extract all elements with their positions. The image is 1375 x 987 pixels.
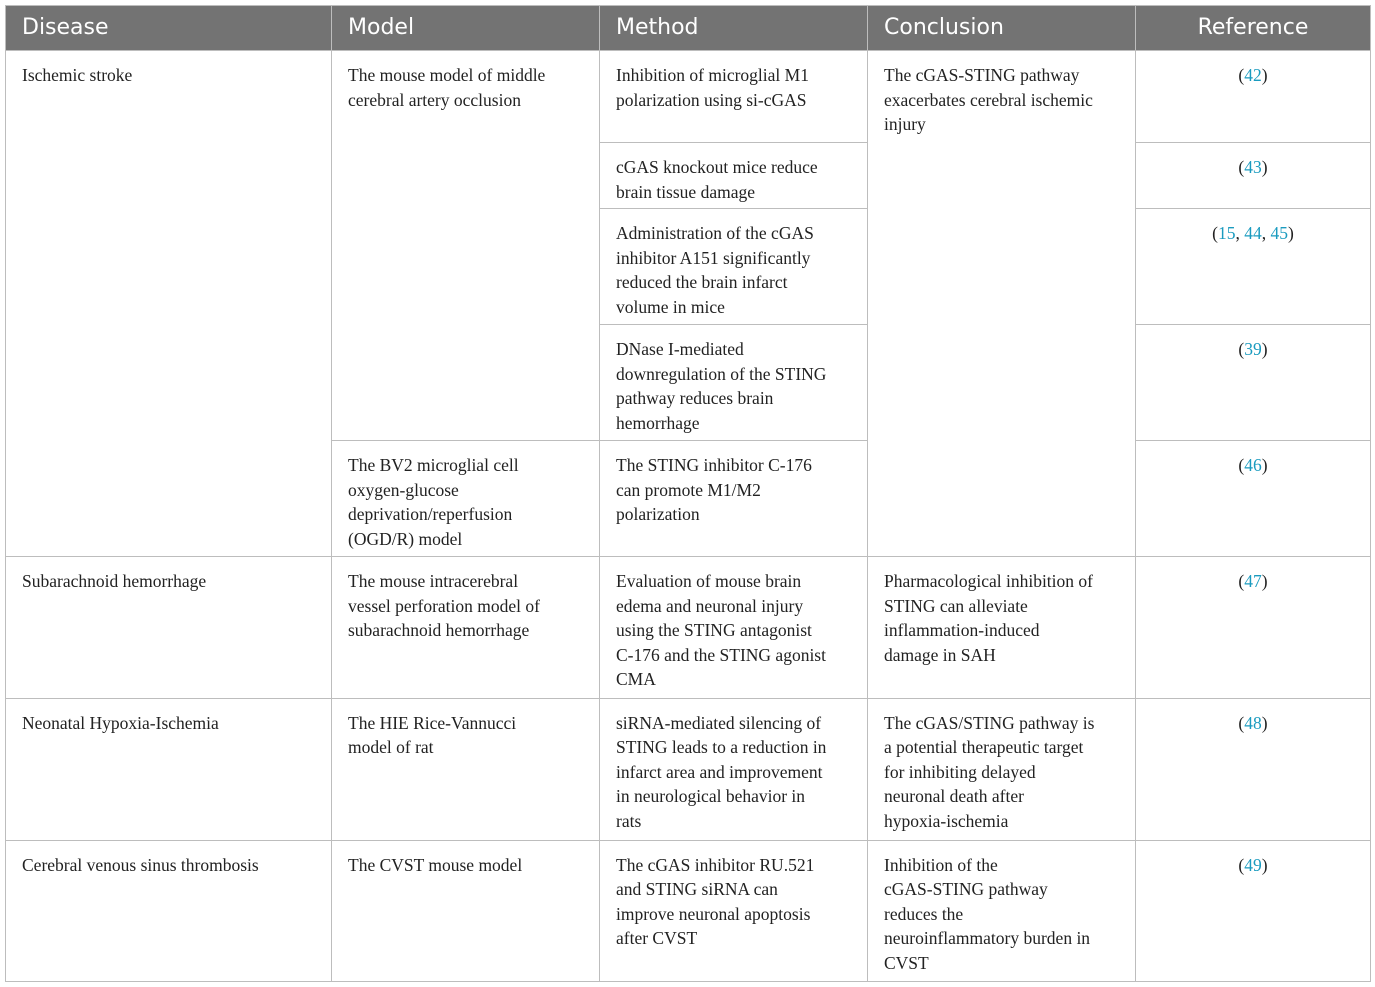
cell-method: siRNA-mediated silencing of STING leads to a reduction in infarct area and improvement in neurological behavior in rats <box>600 698 868 840</box>
table-row <box>6 51 1371 143</box>
header-method: Method <box>600 6 868 51</box>
cell-model: The mouse model of middle cerebral artery occlusion <box>332 51 600 441</box>
cell-conclusion: Pharmacological inhibition of STING can alleviate inflammation-induced damage in SAH <box>868 557 1136 698</box>
cell-model: The BV2 microglial cell oxygen-glucose deprivation/reperfusion (OGD/R) model <box>332 441 600 557</box>
cell-reference: (49) <box>1136 840 1371 981</box>
cell-method: Administration of the cGAS inhibitor A151 significantly reduced the brain infarct volume in mice <box>600 209 868 325</box>
reference-link[interactable]: 15 <box>1218 223 1236 244</box>
reference-link[interactable]: 49 <box>1244 854 1262 875</box>
reference-link[interactable]: 48 <box>1244 712 1262 733</box>
cell-method: Evaluation of mouse brain edema and neuronal injury using the STING antagonist C-176 and the STING agonist CMA <box>600 557 868 698</box>
reference-link[interactable]: 45 <box>1270 223 1288 244</box>
cell-method: DNase I-mediated downregulation of the STING pathway reduces brain hemorrhage <box>600 325 868 441</box>
cell-reference: (48) <box>1136 698 1371 840</box>
summary-table <box>5 5 1371 982</box>
cell-disease: Neonatal Hypoxia-Ischemia <box>6 698 332 840</box>
cell-reference: (43) <box>1136 143 1371 209</box>
reference-link[interactable]: 46 <box>1244 455 1262 476</box>
header-conclusion: Conclusion <box>868 6 1136 51</box>
reference-link[interactable]: 47 <box>1244 571 1262 592</box>
table-row <box>6 698 1371 840</box>
cell-reference: (47) <box>1136 557 1371 698</box>
reference-link[interactable]: 42 <box>1244 65 1262 85</box>
cell-conclusion: Inhibition of the cGAS-STING pathway reduces the neuroinflammatory burden in CVST <box>868 840 1136 981</box>
cell-reference: (39) <box>1136 325 1371 441</box>
table-row <box>6 840 1371 981</box>
cell-reference: (42) <box>1136 51 1371 143</box>
cell-disease: Ischemic stroke <box>6 51 332 557</box>
reference-link[interactable]: 44 <box>1244 223 1262 244</box>
reference-link[interactable]: 43 <box>1244 157 1262 178</box>
cell-disease: Subarachnoid hemorrhage <box>6 557 332 698</box>
cell-model: The mouse intracerebral vessel perforation model of subarachnoid hemorrhage <box>332 557 600 698</box>
header-model: Model <box>332 6 600 51</box>
cell-disease: Cerebral venous sinus thrombosis <box>6 840 332 981</box>
cell-method: cGAS knockout mice reduce brain tissue damage <box>600 143 868 209</box>
cell-conclusion: The cGAS-STING pathway exacerbates cerebral ischemic injury <box>868 51 1136 557</box>
table-row <box>6 557 1371 698</box>
cell-reference: (46) <box>1136 441 1371 557</box>
cell-model: The CVST mouse model <box>332 840 600 981</box>
cell-method: The STING inhibitor C-176 can promote M1/M2 polarization <box>600 441 868 557</box>
cell-model: The HIE Rice-Vannucci model of rat <box>332 698 600 840</box>
header-reference: Reference <box>1136 6 1371 51</box>
header-disease: Disease <box>6 6 332 51</box>
table-header <box>6 6 1371 51</box>
cell-method: Inhibition of microglial M1 polarization using si-cGAS <box>600 51 868 143</box>
cell-method: The cGAS inhibitor RU.521 and STING siRNA can improve neuronal apoptosis after CVST <box>600 840 868 981</box>
cell-conclusion: The cGAS/STING pathway is a potential therapeutic target for inhibiting delayed neuronal death after hypoxia-ischemia <box>868 698 1136 840</box>
cell-reference: (15, 44, 45) <box>1136 209 1371 325</box>
reference-link[interactable]: 39 <box>1244 339 1262 360</box>
